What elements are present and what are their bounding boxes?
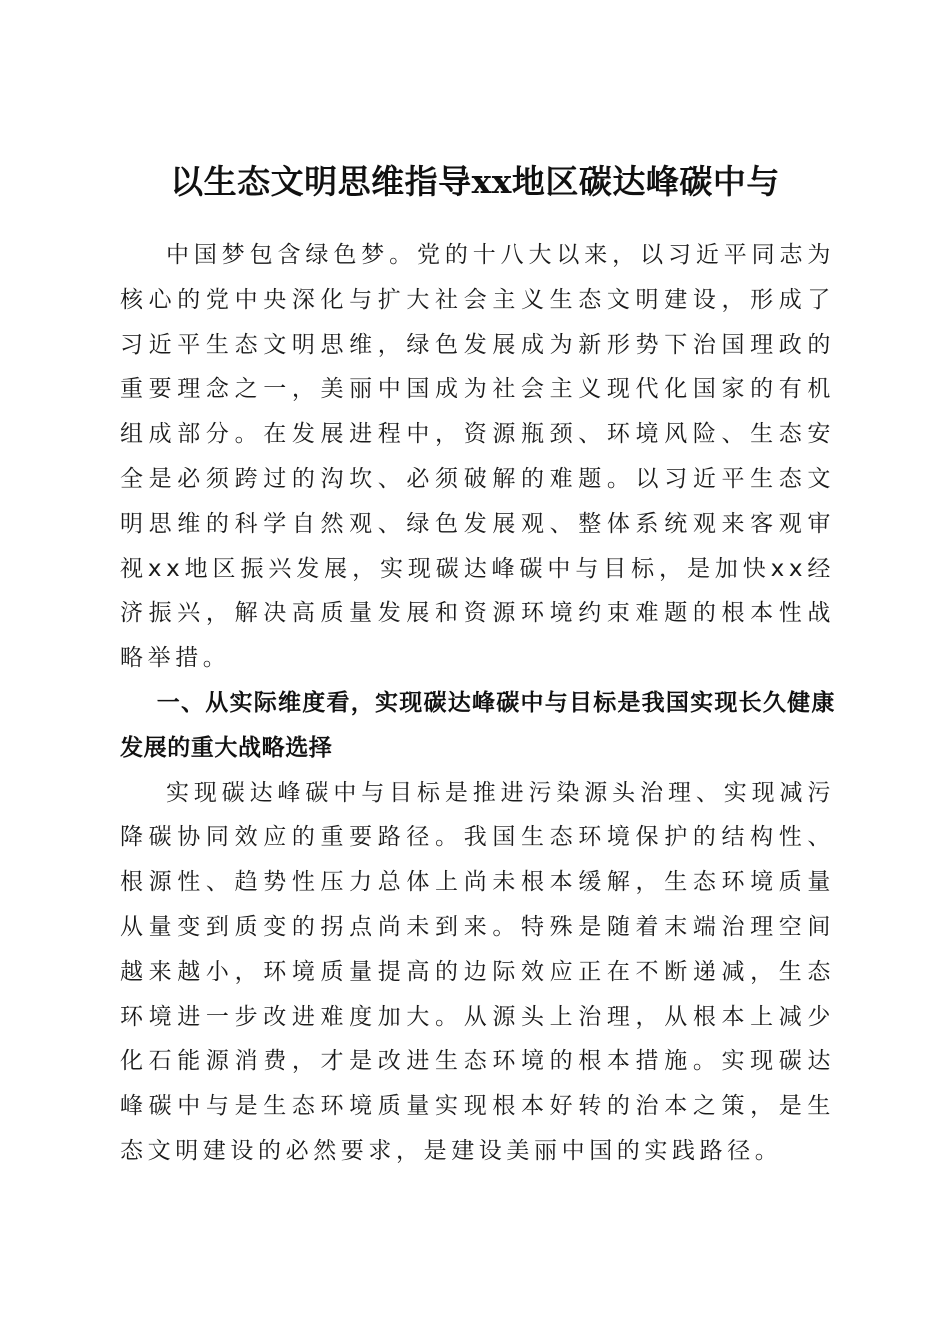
section-1-paragraph: 实现碳达峰碳中与目标是推进污染源头治理、实现减污降碳协同效应的重要路径。我国生态环境保护的结构性、根源性、趋势性压力总体上尚未根本缓解，生态环境质量从量变到质变的拐点尚未到来。特殊是随着末端治理空间越来越小，环境质量提高的边际效应正在不断递减，生态环境进一步改进难度加大。从源头上治理，从根本上减少化石能源消费，才是改进生态环境的根本措施。实现碳达峰碳中与是生态环境质量实现根本好转的治本之策，是生态文明建设的必然要求，是建设美丽中国的实践路径。 [120, 779, 835, 1164]
intro-paragraph: 中国梦包含绿色梦。党的十八大以来，以习近平同志为核心的党中央深化与扩大社会主义生态文明建设，形成了习近平生态文明思维，绿色发展成为新形势下治国理政的重要理念之一，美丽中国成为社会主义现代化国家的有机组成部分。在发展进程中，资源瓶颈、环境风险、生态安全是必须跨过的沟坎、必须破解的难题。以习近平生态文明思维的科学自然观、绿色发展观、整体系统观来客观审视xx地区振兴发展，实现碳达峰碳中与目标，是加快xx经济振兴，解决高质量发展和资源环境约束难题的根本性战略举措。 [120, 242, 835, 672]
section-1-heading: 一、从实际维度看，实现碳达峰碳中与目标是我国实现长久健康发展的重大战略选择 [120, 689, 835, 761]
document-title: 以生态文明思维指导xx地区碳达峰碳中与 [170, 162, 780, 202]
document-body [120, 233, 835, 1174]
